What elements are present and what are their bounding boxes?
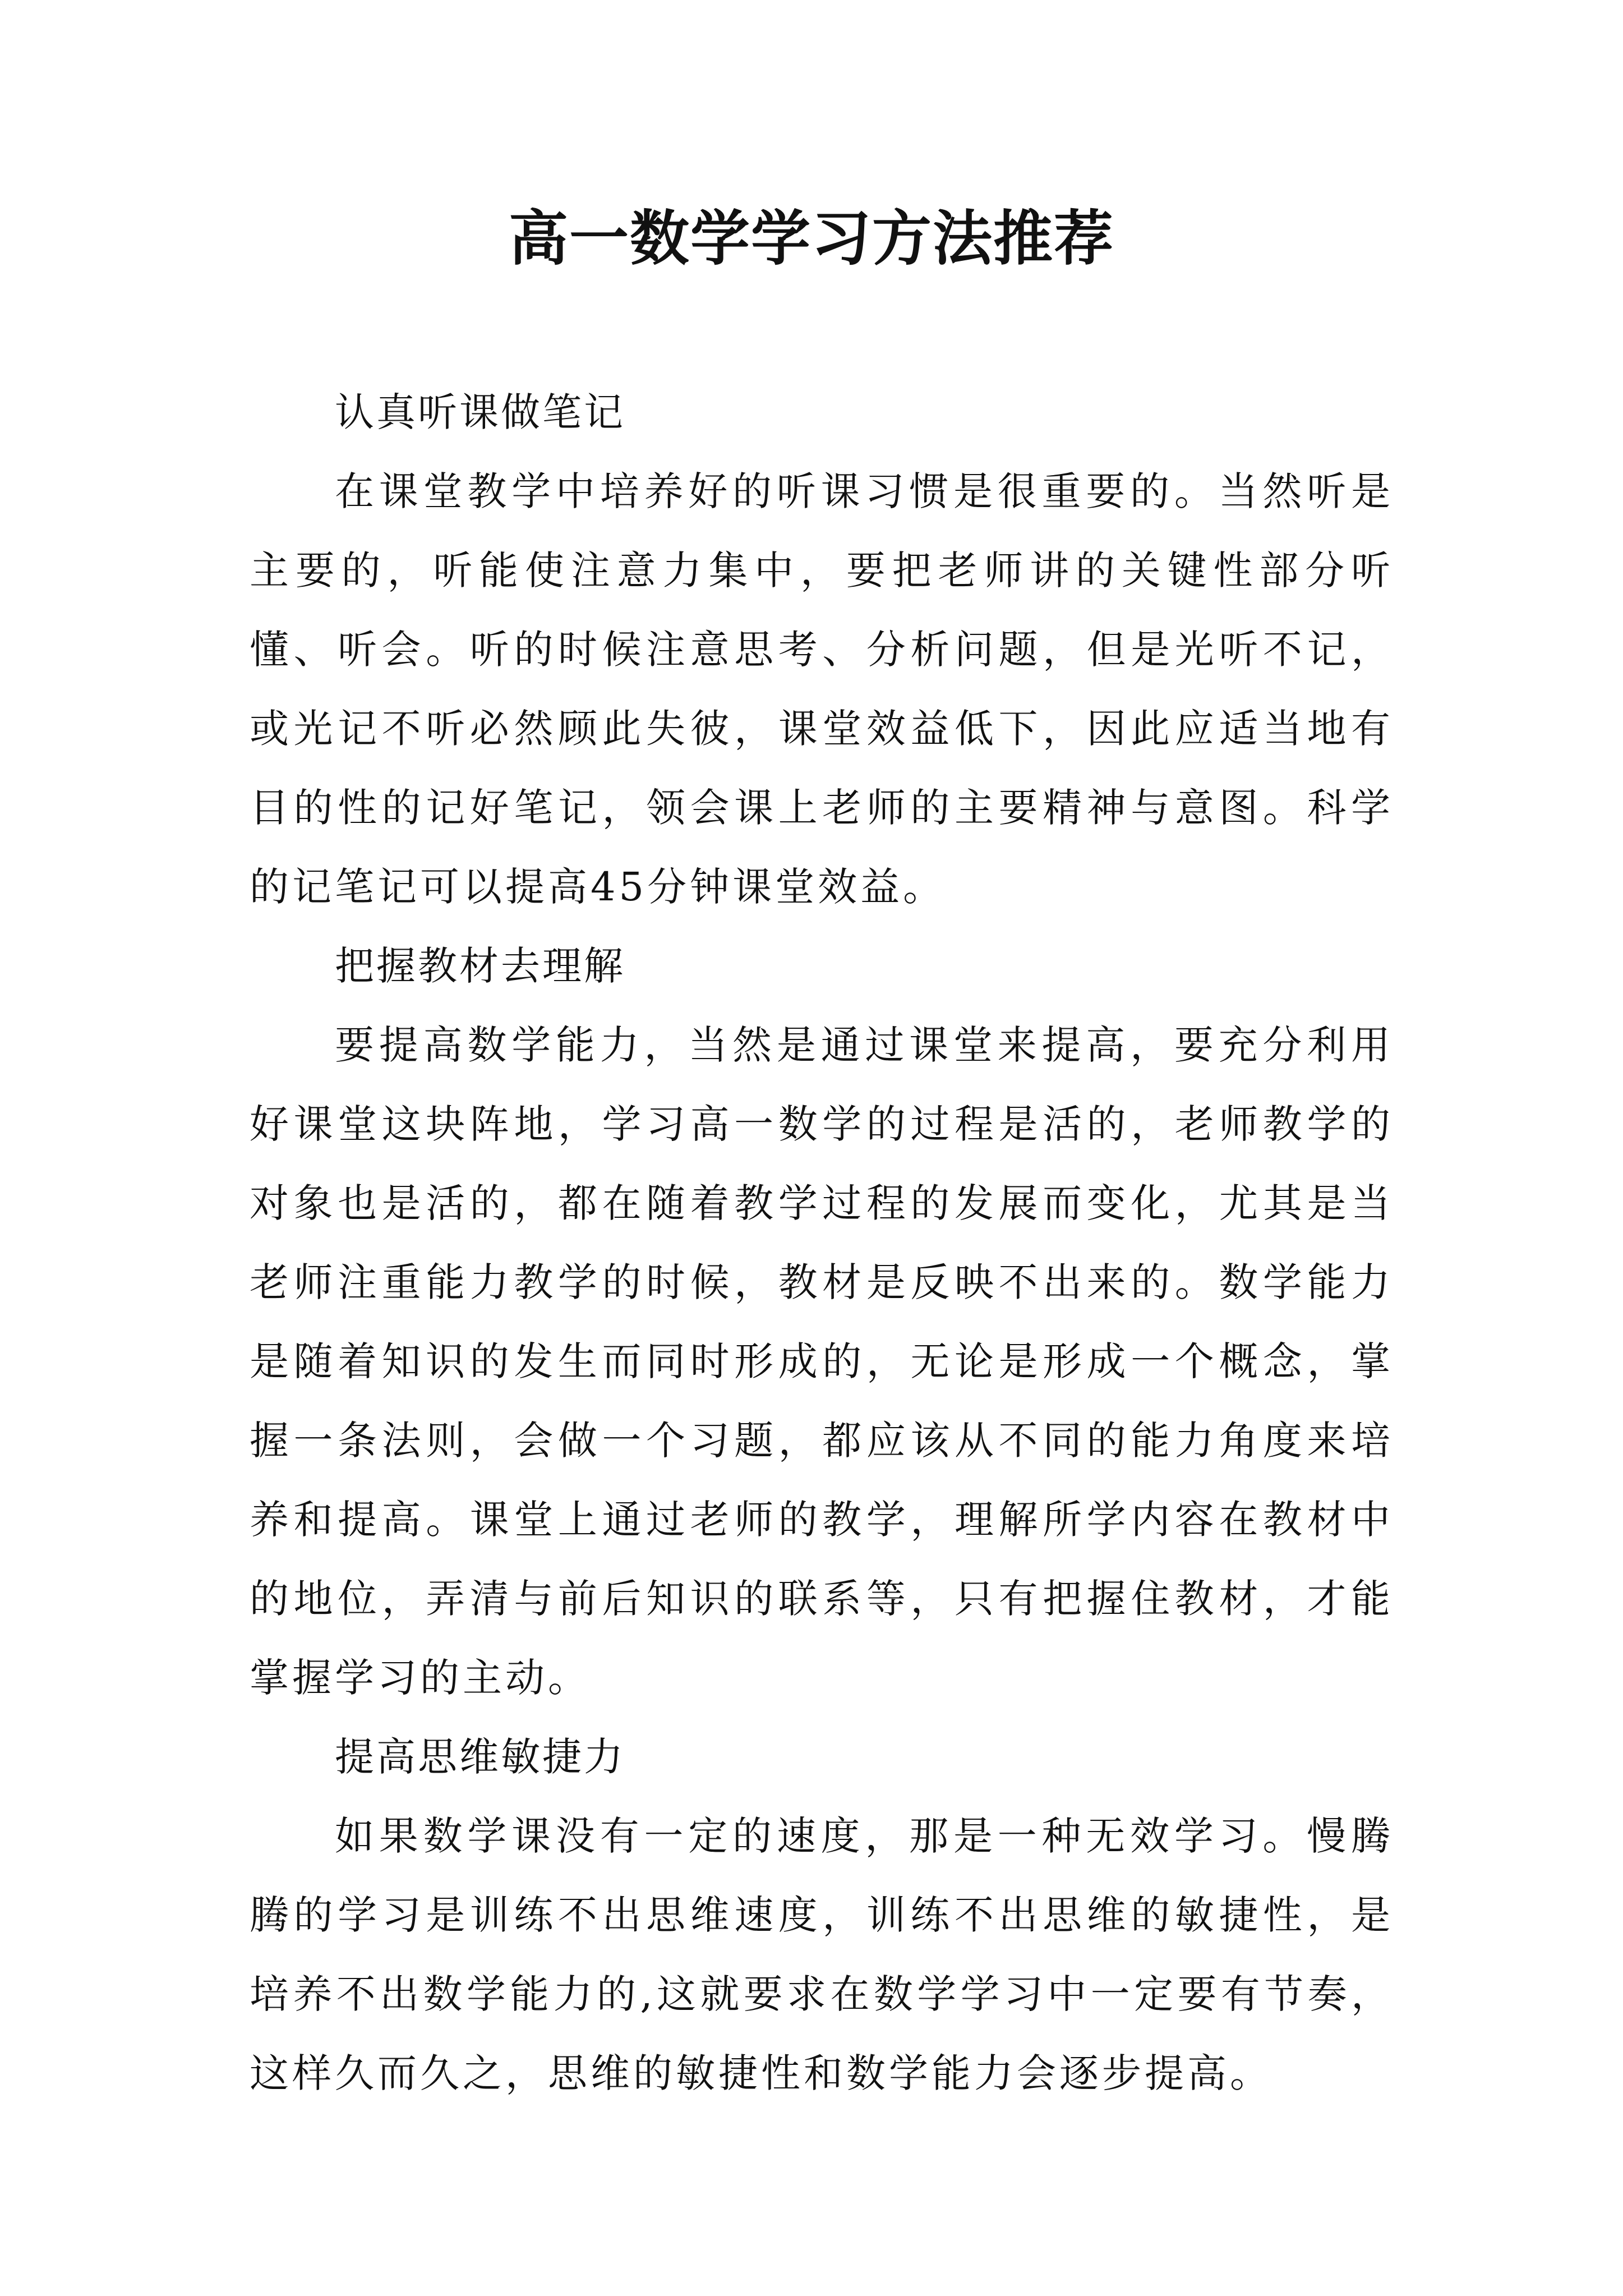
document-title: 高一数学学习方法推荐 [509, 203, 1114, 273]
section-heading: 认真听课做笔记 [335, 389, 625, 435]
section-paragraph: 在课堂教学中培养好的听课习惯是很重要的。当然听是主要的，听能使注意力集中，要把老师讲的关键性部分听懂、听会。听的时候注意思考、分析问题，但是光听不记，或光记不听必然顾此失彼，课堂效益低下，因此应适当地有目的性的记好笔记，领会课上老师的主要精神与意图。科学的记笔记可以提高45分钟课堂效益。 [250, 468, 1394, 910]
document-body [250, 373, 1394, 2113]
section-paragraph: 如果数学课没有一定的速度，那是一种无效学习。慢腾腾的学习是训练不出思维速度，训练不出思维的敏捷性，是培养不出数学能力的,这就要求在数学学习中一定要有节奏，这样久而久之，思维的敏捷性和数学能力会逐步提高。 [250, 1813, 1394, 2096]
section-heading: 把握教材去理解 [335, 943, 625, 989]
section-heading: 提高思维敏捷力 [335, 1734, 625, 1780]
section-paragraph: 要提高数学能力，当然是通过课堂来提高，要充分利用好课堂这块阵地，学习高一数学的过程是活的，老师教学的对象也是活的，都在随着教学过程的发展而变化，尤其是当老师注重能力教学的时候，教材是反映不出来的。数学能力是随着知识的发生而同时形成的，无论是形成一个概念，掌握一条法则，会做一个习题，都应该从不同的能力角度来培养和提高。课堂上通过老师的教学，理解所学内容在教材中的地位，弄清与前后知识的联系等，只有把握住教材，才能掌握学习的主动。 [250, 1022, 1394, 1701]
